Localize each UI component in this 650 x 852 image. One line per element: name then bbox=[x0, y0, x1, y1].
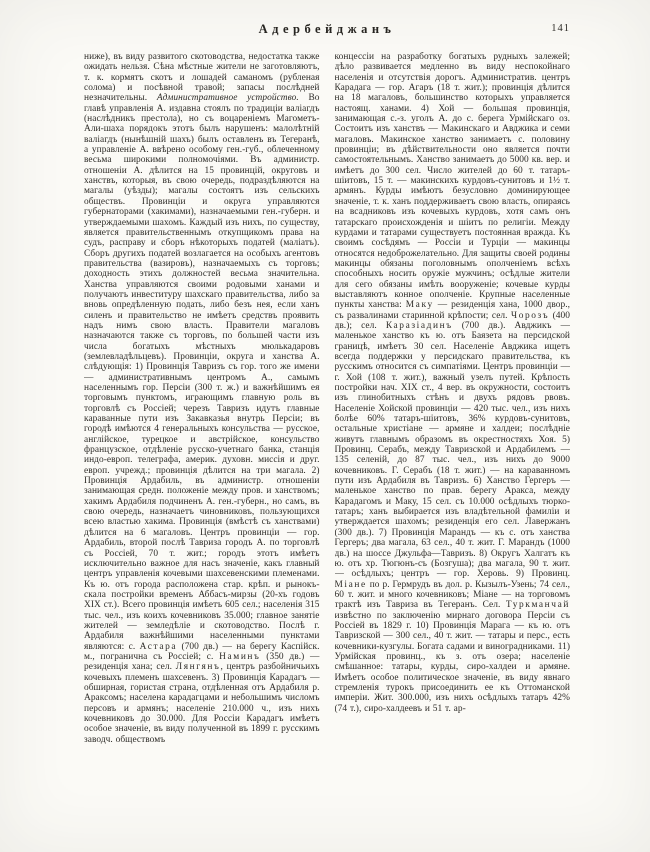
text-run: (700 дв.). Авджикъ — маленькое ханство къ ю. отъ Баязета на персидской границѣ, имѣетъ 30 сел. Населеніе Авджика ищетъ всегда поддержки у персидскаго правительства, къ русскимъ относится съ симпатіями. Центръ провинціи — г. Хой (108 т. жит.), важный узелъ путей. Крѣпость постройки нач. XIX ст., 4 вер. въ окружности, состоитъ изъ глинобитныхъ стѣнъ и двухъ рядовъ рвовъ. Населеніе Хойской провинціи — 420 тыс. чел., изъ нихъ болѣе 60% татаръ-шіитовъ, 36% курдовъ-сунитовъ, остальные христіане — армяне и халдеи; послѣдніе живутъ главнымъ образомъ въ окрестностяхъ Хоя. 5) Провинц. Серабъ, между Тавризской и Ардабилемъ — 135 селеній, до 87 тыс. чел., изъ нихъ до 9000 кочевниковъ. Г. Серабъ (18 т. жит.) — на караванномъ пути изъ Ардабиля въ Тавризъ. 6) Ханство Гергеръ — маленькое ханство по прав. берегу Аракса, между Карадагомъ и Маку, 15 сел. съ 10.000 осѣдлыхъ тюрко-татаръ; ханъ выбирается изъ владѣтельной фамиліи и утверждается шахомъ; резиденція его сел. Лавержанъ (300 дв.). 7) Провинція Марандъ — къ с. отъ ханства Гергеръ; два магала, 63 сел., 40 т. жит. Г. Марандъ (1000 дв.) на шоссе Джульфа—Тавризъ. 8) Округъ Халгатъ къ ю. отъ хр. Тюгюнъ-съ (Бозгуша); два магала, 90 т. жит. — осѣдлыхъ; центръ — гор. Херовь. 9) Провинц. bbox=[334, 320, 570, 580]
text-block bbox=[84, 52, 570, 842]
text-run: Туркманчай bbox=[505, 600, 570, 611]
running-title: Адербейджанъ bbox=[258, 22, 396, 36]
text-run: ниже), въ виду развитого скотоводства, недостатка также ожидать нельзя. Сѣна мѣстные жители не заготовляютъ, т. к. кормятъ скотъ и лошадей саманомъ (рубленая солома) и посѣвной травой; запасы послѣдней незначительны. bbox=[84, 52, 320, 104]
text-run: Маку bbox=[405, 300, 434, 311]
text-column-right bbox=[335, 52, 571, 842]
page-number: 141 bbox=[551, 23, 570, 34]
text-run: Наминъ bbox=[219, 651, 261, 662]
text-run: извѣстно по заключенію мирнаго договора Персіи съ Россіей въ 1829 г. 10) Провинція Марага — къ ю. отъ Тавризской — 300 сел., 40 т. жит. — татары и перс., есть кочевники-кузгулы. Богата садами и виноградниками. 11) Урмійская провинц., къ з. отъ озера; населеніе смѣшанное: татары, курды, сиро-халдеи и армяне. Имѣетъ особое политическое значеніе, въ виду явнаго стремленія турокъ присоединить ее къ Оттоманской имперіи. Жит. 300.000, изъ нихъ осѣдлыхъ татаръ 42% (74 т.), сиро-халдеевъ и 51 т. ар- bbox=[334, 610, 570, 714]
text-run: Каразіадинъ bbox=[385, 320, 453, 331]
text-column-left bbox=[84, 52, 320, 842]
page-header bbox=[84, 22, 570, 40]
text-run: Міане bbox=[334, 579, 367, 590]
text-run: по р. Гермрудъ въ дол. р. Кызылъ-Узень; 74 сел., 60 т. жит. и много кочевниковъ; Міане — на торговомъ трактѣ изъ Тавриза въ Тегеранъ. Сел. bbox=[334, 579, 570, 611]
text-run: Административное устройство. bbox=[156, 93, 299, 104]
text-run: Лянгянъ bbox=[175, 662, 221, 673]
text-run: Астара bbox=[139, 641, 178, 652]
text-run: — резиденція хана, 1000 двор., съ развалинами старинной крѣпости; сел. bbox=[334, 300, 570, 321]
text-run: (350 дв.) — резиденція хана; сел. bbox=[84, 651, 320, 673]
text-run: концессіи на разработку богатыхъ рудныхъ залежей; дѣло развивается медленно въ виду неспокойнаго населенія и отсутствія дорогъ. Административ. центръ Карадага — гор. Агаръ (18 т. жит.); провинція дѣлится на 18 магаловъ, большинство которыхъ управляется настоящ. ханами. 4) Хой — большая провинція, занимающая с.-з. уголъ А. до с. берега Урмійскаго оз. Состоитъ изъ ханствъ — Макинскаго и Авджика и семи магаловъ. Макинское ханство занимаетъ с. половину провинціи; въ дѣйствительности оно является почти самостоятельнымъ. Ханство занимаетъ до 5000 кв. вер. и имѣетъ до 300 сел. Число жителей до 60 т. татаръ-шіитовъ, 15 т. — макинскихъ курдовъ-сунитовъ и 1½ т. армянъ. Курды имѣютъ безусловно доминирующее значеніе, т. к. ханъ поддерживаетъ свою власть, опираясь на всадниковъ изъ кочевыхъ курдовъ, хотя самъ онъ татарскаго происхожденія и шіитъ по религіи. Между курдами и татарами существуетъ постоянная вражда. Къ своимъ сосѣдямъ — Россіи и Турціи — макинцы относятся недоброжелательно. Для защиты своей родины макинцы обязаны поголовнымъ ополченіемъ всѣхъ способныхъ носить оружіе мужчинъ; осѣдлые жители для сего обязаны имѣть вооруженіе; кочевые курды выставляютъ конное ополченіе. Крупные населенные пункты ханства: bbox=[334, 52, 570, 311]
text-run: Чорозъ bbox=[511, 310, 550, 321]
text-run: Во главѣ управленія А. издавна стоялъ по традиціи валіагдъ (наслѣдникъ престола), но съ воцареніемъ Магометъ-Али-шаха порядокъ этотъ былъ нарушенъ: малолѣтній валіагдъ (нынѣшній шахъ) былъ оставленъ въ Тегеранѣ, а управленіе А. ввѣрено особому ген.-губ., облеченному весьма широкими полномочіями. Въ администр. отношеніи А. дѣлится на 15 провинцій, округовъ и ханствъ, которыя, въ свою очередь, подраздѣляются на магалы (уѣзды); магалы состоятъ изъ сельскихъ обществъ. Провинціи и округа управляются губернаторами (хакимами), назначаемыми ген.-губерн. и утверждаемыми шахомъ. Каждый изъ нихъ, по существу, является правительственнымъ откупщикомъ права на судъ, расправу и сборъ нѣкоторыхъ податей (маліатъ). Сборъ другихъ податей возлагается на особыхъ агентовъ правительства (вазировъ), назначаемыхъ съ торговъ; доходность этихъ должностей весьма значительна. Ханства управляются своими родовыми ханами и получаютъ инвеституру шахскаго правительства, либо за вновь опредѣленную подать, либо безъ нея, если ханъ силенъ и правительство не имѣетъ средствъ проявить надъ нимъ свою власть. Правители магаловъ назначаются также съ торговъ, по большей части изъ числа богатыхъ мѣстныхъ мюлькадаровъ (землевладѣльцевъ). Провинціи, округа и ханства А. слѣдующія: 1) Провинція Тавризъ съ гор. того же имени — административнымъ центромъ А., самымъ населеннымъ гор. Персіи (300 т. ж.) и важнѣйшимъ ея торговымъ пунктомъ, играющимъ главную роль въ торговлѣ съ Россіей; черезъ Тавризъ идутъ главные караванные пути изъ Закавказья внутрь Персіи; въ городѣ имѣются 4 генеральныхъ консульства — русское, англійское, турецкое и австрійское, консульство французское, отдѣленіе русско-учетнаго банка, станція индо-европ. телеграфа, америк. духовн. миссія и друг. европ. учрежд.; провинція дѣлится на три магала. 2) Провинція Ардабиль, въ администр. отношеніи занимающая средн. положеніе между пров. и ханствомъ; хакимъ Ардабиля подчиненъ А. ген.-губерн., но самъ, въ свою очередь, назначаетъ чиновниковъ, пользующихся всею властью хакима. Провинція (вмѣстѣ съ ханствами) дѣлится на 6 магаловъ. Центръ провинціи — гор. Ардабиль, второй послѣ Тавриза городъ А. по торговлѣ съ Россіей, 70 т. жит.; городъ этотъ имѣетъ исключительно важное для насъ значеніе, какъ главный центръ управленія кочевыми шахсевенскими племенами. Къ ю. отъ города расположена стар. крѣп. и рынокъ-скала постройки временъ Аббасъ-мирзы (20-хъ годовъ XIX ст.). Всего провинція имѣетъ 605 сел.; населенія 315 тыс. чел., изъ коихъ кочевниковъ 35.000; главное занятіе жителей — земледѣліе и скотоводство. Послѣ г. Ардабиля важнѣйшими населенными пунктами являются: с. bbox=[84, 93, 320, 652]
text-run: (700 дв.) — на берегу Каспійск. м., погранична съ Россіей; с. bbox=[84, 641, 320, 662]
text-run: (400 дв.); сел. bbox=[334, 310, 570, 331]
text-run: , центръ разбойничьихъ кочевыхъ племенъ шахсевенъ. 3) Провинція Карадагъ — обширная, гористая страна, отдѣленная отъ Ардабиля р. Араксомъ; населена карадагцами и небольшимъ числомъ персовъ и армянъ; населеніе 210.000 ч., изъ нихъ кочевниковъ до 30.000. Для Россіи Карадагъ имѣетъ особое значеніе, въ виду полученной въ 1899 г. русскимъ заводч. обществомъ bbox=[84, 662, 320, 745]
